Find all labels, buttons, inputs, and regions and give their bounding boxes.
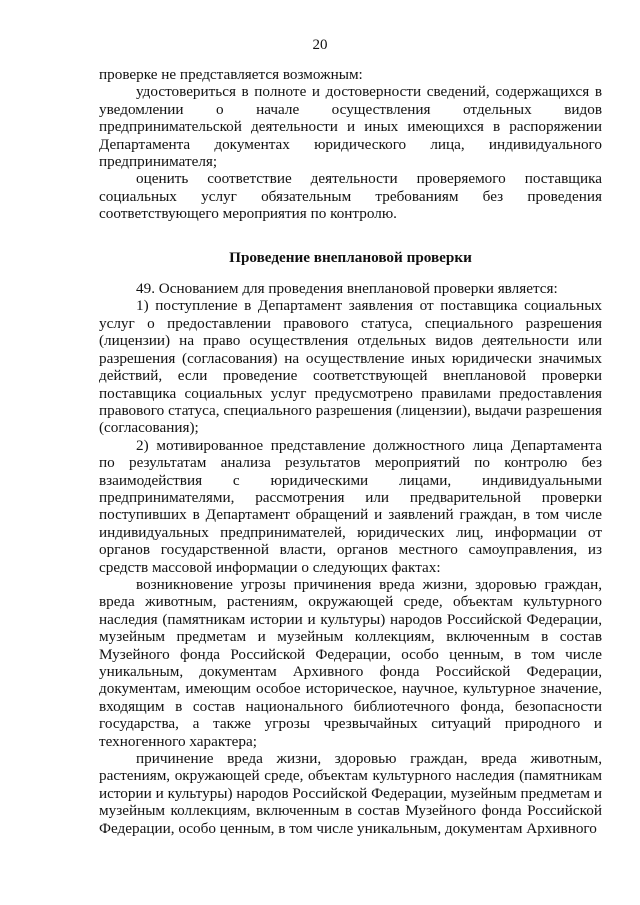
paragraph-continuation: проверке не представляется возможным: <box>99 66 363 83</box>
document-body <box>99 66 602 837</box>
paragraph-threat: возникновение угрозы причинения вреда жизни, здоровью граждан, вреда животным, растениям, окружающей среде, объектам культурного наследия (памятникам истории и культуры) народов Российской Федерации, музейным предметам и музейным коллекциям, включенным в состав Музейного фонда Российской Федерации, особо ценным, в том числе уникальным, документам Архивного фонда Российской Федерации, документам, имеющим особое историческое, научное, культурное значение, входящим в состав национального библиотечного фонда, безопасности государства, а также угрозы чрезвычайных ситуаций природного и техногенного характера; <box>99 575 602 750</box>
paragraph-evaluate: оценить соответствие деятельности проверяемого поставщика социальных услуг обязательным требованиям без проведения соответствующего мероприятия по контролю. <box>99 170 602 223</box>
section-heading: Проведение внеплановой проверки <box>229 248 472 266</box>
page-number: 20 <box>312 37 328 53</box>
paragraph-49-1: 1) поступление в Департамент заявления от поставщика социальных услуг о предоставлении правового статуса, специального разрешения (лицензии) на право осуществления отдельных видов деятельности или разрешения (согласования) на осуществление иных юридически значимых действий, если проведение соответствующей внеплановой проверки поставщика социальных услуг предусмотрено правилами предоставления правового статуса, специального разрешения (лицензии), выдачи разрешения (согласования); <box>99 297 602 437</box>
paragraph-49: 49. Основанием для проведения внеплановой проверки является: <box>136 280 558 298</box>
paragraph-harm: причинение вреда жизни, здоровью граждан, вреда животным, растениям, окружающей среде, объектам культурного наследия (памятникам истории и культуры) народов Российской Федерации, музейным предметам и музейным коллекциям, включенным в состав Музейного фонда Российской Федерации, особо ценным, в том числе уникальным, документам Архивного <box>99 750 602 837</box>
paragraph-49-2: 2) мотивированное представление должностного лица Департамента по результатам анализа результатов мероприятий по контролю без взаимодействия с юридическими лицами, индивидуальными предпринимателями, рассмотрения или предварительной проверки поступивших в Департамент обращений и заявлений граждан, в том числе индивидуальных предпринимателей, юридических лиц, информации от органов государственной власти, органов местного самоуправления, из средств массовой информации о следующих фактах: <box>99 436 602 576</box>
paragraph-certify: удостовериться в полноте и достоверности сведений, содержащихся в уведомлении о начале осуществления отдельных видов предпринимательской деятельности и иных имеющихся в распоряжении Департамента документах юридического лица, индивидуального предпринимателя; <box>99 83 602 171</box>
